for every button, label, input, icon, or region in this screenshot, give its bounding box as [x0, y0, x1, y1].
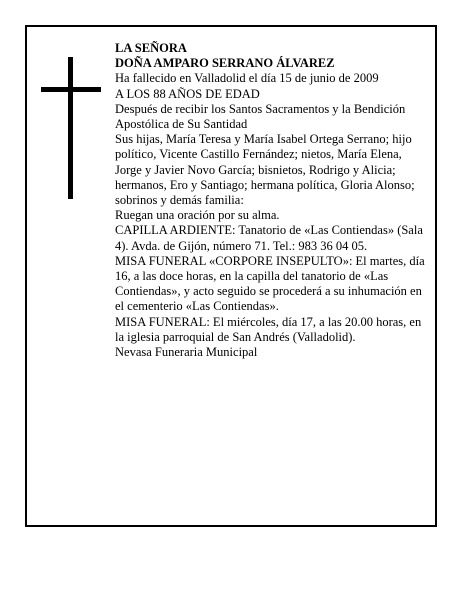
funeral-mass-paragraph-2: MISA FUNERAL: El miércoles, día 17, a las 20.00 horas, en la iglesia parroquial de San Andrés (Valladolid). — [115, 314, 422, 344]
funeral-home-line: Nevasa Funeraria Municipal — [115, 345, 258, 360]
title-line: LA SEÑORA — [115, 41, 187, 55]
sacraments-paragraph: Después de recibir los Santos Sacramentos y la Bendición Apostólica de Su Santidad — [115, 101, 406, 132]
cross-horizontal-bar — [41, 87, 101, 92]
death-line: Ha fallecido en Valladolid el día 15 de junio de 2009 — [115, 71, 379, 86]
family-paragraph: Sus hijas, María Teresa y María Isabel Ortega Serrano; hijo político, Vicente Castillo Fernández; nietos, María Elena, Jorge y Javier Novo García; bisnietos, Rodrigo y Alicia; hermanos, Ero y Santiago; hermana política, Gloria Alonso; sobrinos y demás familia: — [115, 132, 415, 208]
notice-text — [115, 41, 427, 360]
age-line: A LOS 88 AÑOS DE EDAD — [115, 86, 260, 101]
obituary-notice — [25, 25, 437, 527]
deceased-name: DOÑA AMPARO SERRANO ÁLVAREZ — [115, 56, 335, 71]
funeral-mass-paragraph-1: MISA FUNERAL «CORPORE INSEPULTO»: El martes, día 16, a las doce horas, en la capilla del tanatorio de «Las Contiendas», y acto seguido se procederá a su inhumación en el cementerio «Las Contiendas». — [115, 253, 425, 314]
cross-vertical-bar — [68, 57, 73, 199]
chapel-paragraph: CAPILLA ARDIENTE: Tanatorio de «Las Contiendas» (Sala 4). Avda. de Gijón, número 71. Tel.: 983 36 04 05. — [115, 223, 423, 253]
prayer-line: Ruegan una oración por su alma. — [115, 208, 280, 223]
cross-icon — [41, 57, 101, 199]
